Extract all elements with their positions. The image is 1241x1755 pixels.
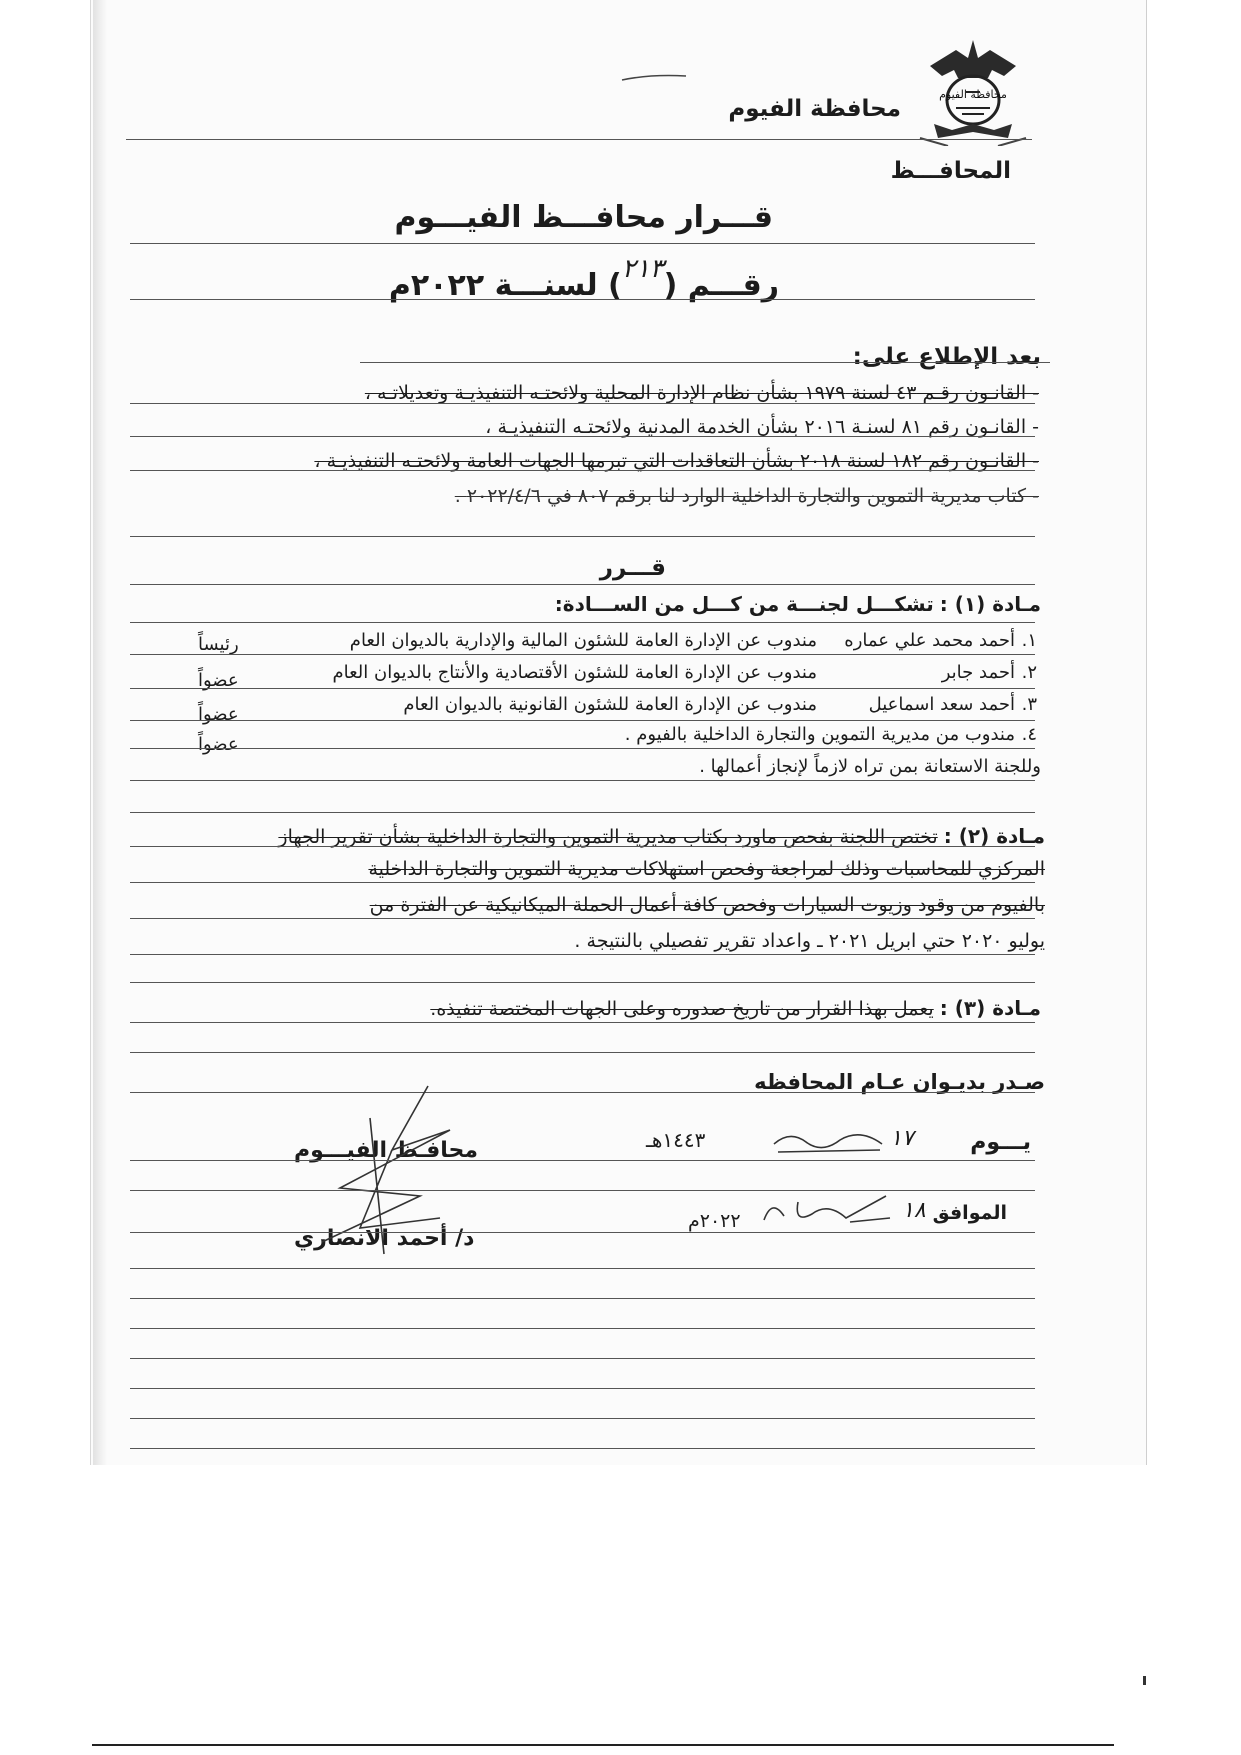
preamble-item: - القانـون رقم ٨١ لسنـة ٢٠١٦ بشأن الخدمة المدنية ولائحتـه التنفيذيـة ، (485, 416, 1039, 438)
header-pen-mark (620, 70, 690, 86)
article2-line: بالفيوم من وقود وزيوت السيارات وفحص كافة أعمال الحملة الميكانيكية عن الفترة من (369, 894, 1045, 916)
greg-year: ٢٠٢٢م (688, 1210, 741, 1232)
line-rule (130, 846, 1035, 847)
title-rule (130, 243, 1035, 244)
eagle-emblem-icon (918, 28, 1028, 146)
article2-label: مـادة (٢) : (943, 824, 1045, 848)
line-rule (130, 882, 1035, 883)
line-rule (130, 1268, 1035, 1269)
preamble-item: - كتاب مديرية التموين والتجارة الداخلية الوارد لنا برقم ٨٠٧ في ٢٠٢٢/٤/٦ . (454, 485, 1039, 507)
page-bottom-border (92, 1744, 1114, 1746)
member-position: عضواً (198, 704, 239, 725)
member-index: ١. (1021, 630, 1037, 651)
article2-line: المركزي للمحاسبات وذلك لمراجعة وفحص استهلاكات مديرية التموين والتجارة الداخلية (368, 858, 1045, 880)
line-rule (130, 1298, 1035, 1299)
member-role: مندوب عن الإدارة العامة للشئون المالية والإدارية بالديوان العام (349, 630, 817, 651)
member-role: مندوب عن الإدارة العامة للشئون القانونية بالديوان العام (403, 694, 817, 715)
greg-month-handwritten (754, 1188, 894, 1230)
article3-text: يعمل بهذا القرار من تاريخ صدوره وعلى الجهات المختصة تنفيذه. (430, 998, 934, 1020)
signature-scribble (300, 1078, 460, 1258)
line-rule (130, 954, 1035, 955)
line-rule (130, 1418, 1035, 1419)
line-rule (130, 812, 1035, 813)
line-rule (130, 1160, 1035, 1161)
number-rule (130, 299, 1035, 300)
member-index: ٣. (1021, 694, 1037, 715)
number-suffix: ) لسنـــة ٢٠٢٢م (388, 268, 622, 303)
member-index: ٤. (1021, 724, 1037, 745)
line-rule (130, 1092, 1035, 1093)
article1-label: مـادة (١) : (939, 592, 1041, 616)
greg-day: ١٨ (902, 1198, 926, 1223)
member-index: ٢. (1021, 662, 1037, 683)
member-name: أحمد جابر (941, 662, 1015, 683)
decision-word: قـــرر (599, 555, 666, 581)
line-rule (130, 780, 1035, 781)
line-rule (130, 918, 1035, 919)
hijri-year: ١٤٤٣هـ (646, 1128, 706, 1152)
scan-artifact (1143, 1676, 1146, 1685)
line-rule (130, 1448, 1035, 1449)
line-rule (130, 1358, 1035, 1359)
preamble-item: - القانـون رقم ١٨٢ لسنة ٢٠١٨ بشأن التعاقدات التي تبرمها الجهات العامة ولائحتـه التنفيذيـة ، (314, 450, 1039, 472)
line-rule (130, 982, 1035, 983)
article2-text: تختص اللجنة بفحص ماورد بكتاب مديرية التموين والتجارة الداخلية بشأن تقرير الجهاز (278, 826, 938, 848)
member-position: رئيساً (198, 634, 239, 655)
line-rule (130, 470, 1035, 471)
decision-title: قـــرار محافـــظ الفيـــوم (394, 200, 773, 235)
line-rule (130, 584, 1035, 585)
article2-line1 (278, 824, 1045, 848)
line-rule (130, 536, 1035, 537)
scan-edge-shadow (93, 0, 107, 1465)
line-rule (130, 1052, 1035, 1053)
member-name: أحمد سعد اسماعيل (868, 694, 1015, 715)
number-handwritten: ٢١٣ (621, 254, 664, 284)
preamble-item: - القانـون رقـم ٤٣ لسنة ١٩٧٩ بشأن نظام الإدارة المحلية ولائحتـه التنفيذيـة وتعديلاتـه ، (364, 382, 1039, 404)
line-rule (130, 748, 1035, 749)
issued-place: صـدر بديـوان عـام المحافظه (754, 1070, 1045, 1094)
article2-line: يوليو ٢٠٢٠ حتي ابريل ٢٠٢١ ـ واعداد تقرير تفصيلي بالنتيجة . (574, 930, 1045, 952)
office-title: المحافـــظ (890, 158, 1011, 184)
member-role: مندوب عن الإدارة العامة للشئون الأقتصادية والأنتاج بالديوان العام (332, 662, 817, 683)
decision-number (388, 254, 779, 303)
member-name: أحمد محمد علي عماره (844, 630, 1015, 651)
agree-label: الموافق (932, 1202, 1007, 1224)
header-rule (126, 139, 1032, 140)
line-rule (130, 720, 1035, 721)
preamble-rule (360, 362, 1050, 363)
governorate-name: محافظة الفيوم (728, 96, 901, 122)
line-rule (130, 1328, 1035, 1329)
article3 (430, 996, 1041, 1020)
line-rule (130, 622, 1035, 623)
signatory-title: محافـظ الفيـــوم (294, 1138, 478, 1163)
hijri-day-label: يـــوم (970, 1130, 1031, 1155)
line-rule (130, 688, 1035, 689)
signatory-name: د/ أحمد الانصاري (294, 1226, 475, 1251)
article1-text: تشكـــل لجنـــة من كـــل من الســـادة: (554, 592, 934, 616)
line-rule (130, 1232, 1035, 1233)
line-rule (130, 1190, 1035, 1191)
member-position: عضواً (198, 670, 239, 691)
article1 (555, 592, 1041, 616)
preamble-heading: بعد الإطلاع على: (852, 344, 1041, 370)
hijri-month-handwritten (770, 1124, 890, 1158)
number-prefix: رقـــم ( (663, 268, 779, 303)
line-rule (130, 403, 1035, 404)
member-position: عضواً (198, 734, 239, 755)
line-rule (130, 1388, 1035, 1389)
emblem-text: محافظة الفيوم (939, 88, 1007, 101)
line-rule (130, 654, 1035, 655)
line-rule (130, 436, 1035, 437)
article1-note: وللجنة الاستعانة بمن تراه لازماً لإنجاز أعمالها . (699, 756, 1041, 777)
article3-label: مـادة (٣) : (939, 996, 1041, 1020)
line-rule (130, 1022, 1035, 1023)
hijri-day: ١٧ (890, 1126, 914, 1151)
member-role: مندوب من مديرية التموين والتجارة الداخلية بالفيوم . (624, 724, 1015, 745)
